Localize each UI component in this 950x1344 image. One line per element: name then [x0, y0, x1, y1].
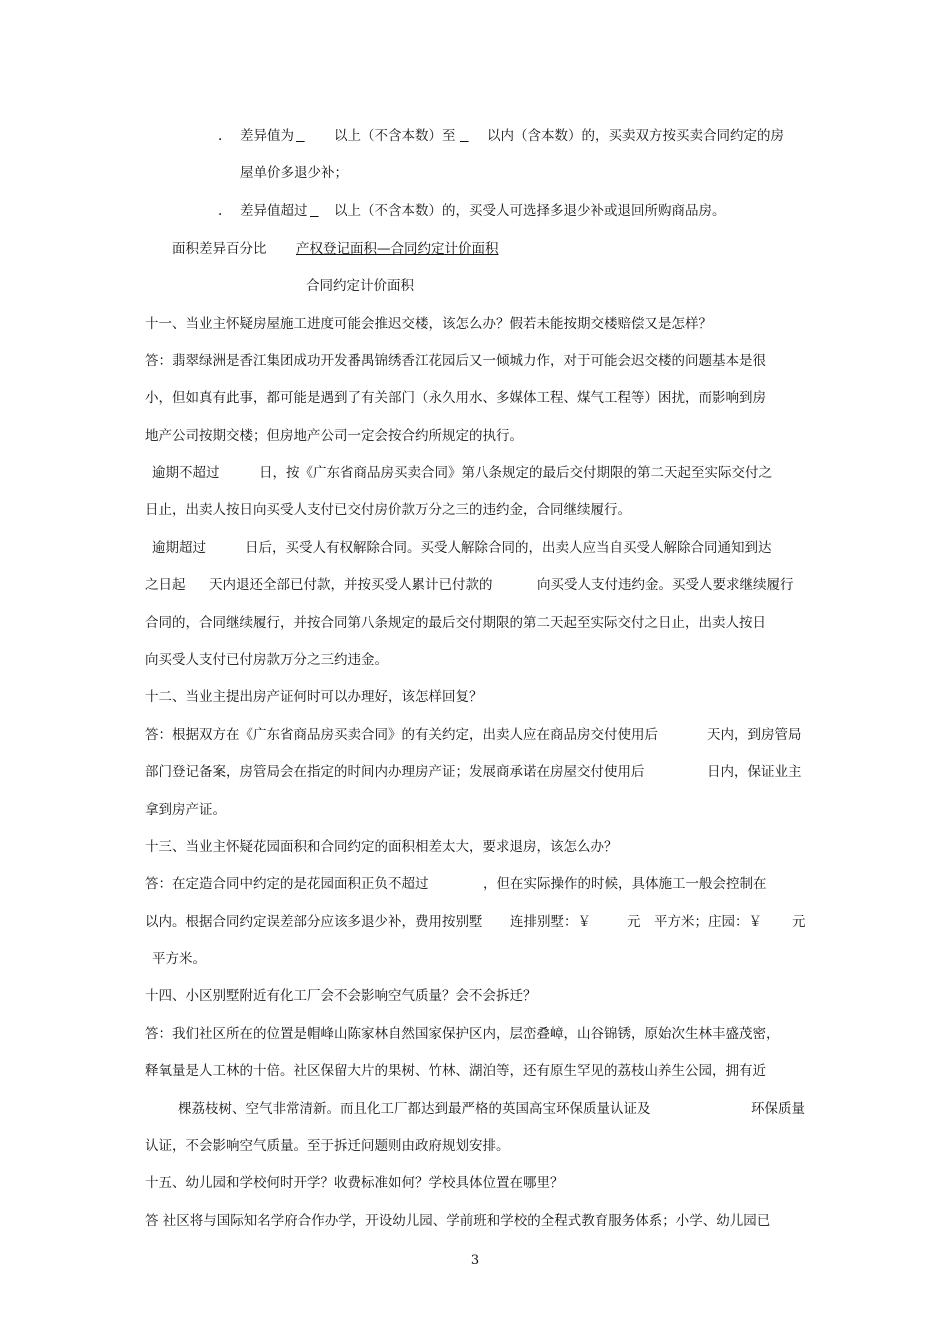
text: 答：在定造合同中约定的是花园面积正负不超过 — [145, 876, 429, 892]
answer-text: 答：翡翠绿洲是香江集团成功开发番禺锦绣香江花园后又一倾城力作，对于可能会迟交楼的问题基本是很 — [145, 353, 766, 369]
text: 元 — [792, 914, 806, 930]
answer-text: 拿到房产证。 — [145, 802, 226, 818]
text: 逾期超过 — [152, 540, 206, 556]
answer-text: 地产公司按期交楼；但房地产公司一定会按合约所规定的执行。 — [145, 428, 523, 444]
blank-underline — [460, 127, 470, 145]
text: 差异值为 — [240, 128, 294, 144]
formula-numerator: 产权登记面积—合同约定计价面积 — [296, 241, 499, 257]
text: 日后，买受人有权解除合同。买受人解除合同的，出卖人应当自买受人解除合同通知到达 — [245, 540, 772, 556]
blank-underline — [296, 127, 306, 145]
text: 以上（不含本数）的，买受人可选择多退少补或退回所购商品房。 — [334, 203, 726, 219]
text: 向买受人支付违约金。买受人要求继续履行 — [537, 577, 794, 593]
text: 部门登记备案，房管局会在指定的时间内办理房产证；发展商承诺在房屋交付使用后 — [145, 764, 645, 780]
answer-text: 平方米。 — [152, 951, 206, 967]
bullet: . — [218, 128, 223, 144]
text: 平方米；庄园：￥ — [654, 914, 762, 930]
text: 答：根据双方在《广东省商品房买卖合同》的有关约定，出卖人应在商品房交付使用后 — [145, 727, 658, 743]
formula-denominator: 合同约定计价面积 — [306, 278, 414, 294]
text-line: 合同的，合同继续履行，并按合同第八条规定的最后交付期限的第二天起至实际交付之日止，出卖人按日 — [145, 615, 766, 631]
text-line: 屋单价多退少补； — [240, 165, 348, 181]
text: 日，按《广东省商品房买卖合同》第八条规定的最后交付期限的第二天起至实际交付之 — [259, 465, 772, 481]
bullet: . — [218, 203, 223, 219]
text-line: 日止，出卖人按日向买受人支付已交付房价款万分之三的违约金，合同继续履行。 — [145, 502, 631, 518]
answer-text: 小，但如真有此事，都可能是遇到了有关部门（永久用水、多媒体工程、煤气工程等）困扰，而影响到房 — [145, 390, 766, 406]
answer-text: 答：我们社区所在的位置是帽峰山陈家林自然国家保护区内，层峦叠嶂，山谷锦锈，原始次生林丰盛茂密， — [145, 1026, 780, 1042]
text: 天内退还全部已付款，并按买受人累计已付款的 — [209, 577, 493, 593]
question-heading: 十一、当业主怀疑房屋施工进度可能会推迟交楼，该怎么办？假若未能按期交楼赔偿又是怎样？ — [145, 316, 712, 332]
answer-text: 认证，不会影响空气质量。至于拆迁问题则由政府规划安排。 — [145, 1138, 510, 1154]
text: 日内，保证业主 — [707, 764, 802, 780]
text: 元 — [627, 914, 641, 930]
text: 差异值超过 — [240, 203, 308, 219]
text: 环保质量 — [751, 1101, 805, 1117]
question-heading: 十二、当业主提出房产证何时可以办理好，该怎样回复？ — [145, 689, 483, 705]
formula-label: 面积差异百分比 — [172, 241, 267, 257]
text: 以内。根据合同约定误差部分应该多退少补，费用按别墅 — [145, 914, 483, 930]
text: ，但在实际操作的时候，具体施工一般会控制在 — [483, 876, 767, 892]
text: 之日起 — [145, 577, 186, 593]
answer-text: 答 社区将与国际知名学府合作办学，开设幼儿园、学前班和学校的全程式教育服务体系；小学、幼儿园已 — [145, 1213, 771, 1229]
text: 连排别墅：￥ — [510, 914, 591, 930]
text: 天内，到房管局 — [707, 727, 802, 743]
question-heading: 十五、幼儿园和学校何时开学？收费标准如何？学校具体位置在哪里？ — [145, 1175, 564, 1191]
blank-underline — [310, 202, 320, 220]
question-heading: 十四、小区别墅附近有化工厂会不会影响空气质量？会不会拆迁？ — [145, 988, 537, 1004]
question-heading: 十三、当业主怀疑花园面积和合同约定的面积相差太大，要求退房，该怎么办？ — [145, 839, 618, 855]
text: 棵荔枝树、空气非常清新。而且化工厂都达到最严格的英国高宝环保质量认证及 — [178, 1101, 651, 1117]
page-number: 3 — [470, 1253, 480, 1268]
text-line: 向买受人支付已付房款万分之三约违金。 — [145, 652, 388, 668]
text: 以内（含本数）的，买卖双方按买卖合同约定的房 — [487, 128, 784, 144]
answer-text: 释氧量是人工林的十倍。社区保留大片的果树、竹林、湖泊等，还有原生罕见的荔枝山养生公园，拥有近 — [145, 1063, 766, 1079]
text: 以上（不含本数）至 — [334, 128, 456, 144]
text: 逾期不超过 — [152, 465, 220, 481]
